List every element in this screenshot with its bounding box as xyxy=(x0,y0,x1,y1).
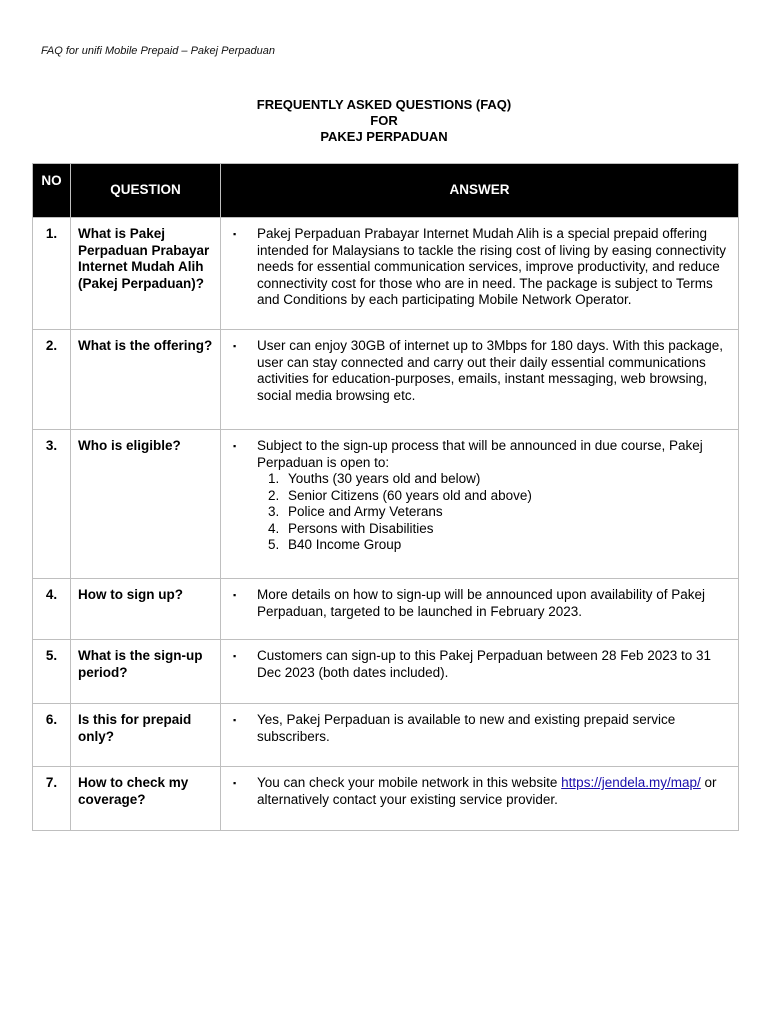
bullet-icon: ▪ xyxy=(233,651,237,661)
answer-text-before-link: You can check your mobile network in this website xyxy=(257,775,562,790)
answer-text: Subject to the sign-up process that will be announced in due course, Pakej Perpaduan is open to: xyxy=(257,438,703,470)
document-title-line-2: FOR xyxy=(370,113,398,128)
row-number: 5. xyxy=(33,640,71,704)
question-cell: Who is eligible? xyxy=(71,430,221,579)
row-number: 2. xyxy=(33,330,71,430)
table-row xyxy=(33,767,739,831)
answer-cell xyxy=(221,704,739,767)
answer-text: Yes, Pakej Perpaduan is available to new and existing prepaid service subscribers. xyxy=(257,712,676,744)
answer-text-after-link: or alternatively contact your existing service provider. xyxy=(257,775,717,807)
header-question: QUESTION xyxy=(71,164,221,218)
question-cell: How to check my coverage? xyxy=(71,767,221,831)
row-number: 6. xyxy=(33,704,71,767)
list-item: 5. B40 Income Group xyxy=(268,537,402,552)
table-row xyxy=(33,640,739,704)
bullet-icon: ▪ xyxy=(233,441,237,451)
table-row xyxy=(33,704,739,767)
answer-text: Customers can sign-up to this Pakej Perpaduan between 28 Feb 2023 to 31 Dec 2023 (both dates included). xyxy=(257,648,712,680)
faq-table xyxy=(32,163,739,831)
bullet-icon: ▪ xyxy=(233,341,237,351)
answer-cell xyxy=(221,218,739,330)
list-item: 4. Persons with Disabilities xyxy=(268,520,434,536)
bullet-icon: ▪ xyxy=(233,715,237,725)
answer-cell xyxy=(221,767,739,831)
bullet-icon: ▪ xyxy=(233,229,237,239)
list-item: 2. Senior Citizens (60 years old and above) xyxy=(268,487,532,503)
answer-text: More details on how to sign-up will be announced upon availability of Pakej Perpaduan, targeted to be launched in February 2023. xyxy=(257,587,706,619)
list-item: 1. Youths (30 years old and below) xyxy=(268,471,481,486)
document-title-line-1: FREQUENTLY ASKED QUESTIONS (FAQ) xyxy=(256,97,512,112)
row-number: 1. xyxy=(33,218,71,330)
row-number: 3. xyxy=(33,430,71,579)
table-row xyxy=(33,218,739,330)
answer-cell xyxy=(221,330,739,430)
answer-cell xyxy=(221,579,739,640)
answer-cell xyxy=(221,430,739,579)
question-cell: How to sign up? xyxy=(71,579,221,640)
bullet-icon: ▪ xyxy=(233,590,237,600)
bullet-icon: ▪ xyxy=(233,778,237,788)
question-cell: Is this for prepaid only? xyxy=(71,704,221,767)
answer-text: User can enjoy 30GB of internet up to 3Mbps for 180 days. With this package, user can stay connected and carry out their daily essential communications activities for education-purposes, emails, instant messaging, web browsing, social media browsing etc. xyxy=(257,338,724,403)
eligibility-list xyxy=(257,471,730,554)
question-cell: What is Pakej Perpaduan Prabayar Internet Mudah Alih (Pakej Perpaduan)? xyxy=(71,218,221,330)
table-row xyxy=(33,430,739,579)
answer-cell xyxy=(221,640,739,704)
coverage-map-link[interactable]: https://jendela.my/map/ xyxy=(561,775,701,790)
table-row xyxy=(33,579,739,640)
header-no: NO xyxy=(33,164,71,218)
document-title-line-3: PAKEJ PERPADUAN xyxy=(320,129,448,144)
question-cell: What is the offering? xyxy=(71,330,221,430)
header-answer: ANSWER xyxy=(221,164,739,218)
document-header-note: FAQ for unifi Mobile Prepaid – Pakej Perpaduan xyxy=(41,45,275,57)
faq-header-row xyxy=(33,164,739,218)
table-row xyxy=(33,330,739,430)
question-cell: What is the sign-up period? xyxy=(71,640,221,704)
answer-text: Pakej Perpaduan Prabayar Internet Mudah Alih is a special prepaid offering intended for Malaysians to tackle the rising cost of living by easing connectivity needs for essential communication services, improve productivity, and reduce connectivity cost for those who are in need. The package is subject to Terms and Conditions by each participating Mobile Network Operator. xyxy=(257,226,726,307)
row-number: 4. xyxy=(33,579,71,640)
row-number: 7. xyxy=(33,767,71,831)
list-item: 3. Police and Army Veterans xyxy=(268,504,443,519)
